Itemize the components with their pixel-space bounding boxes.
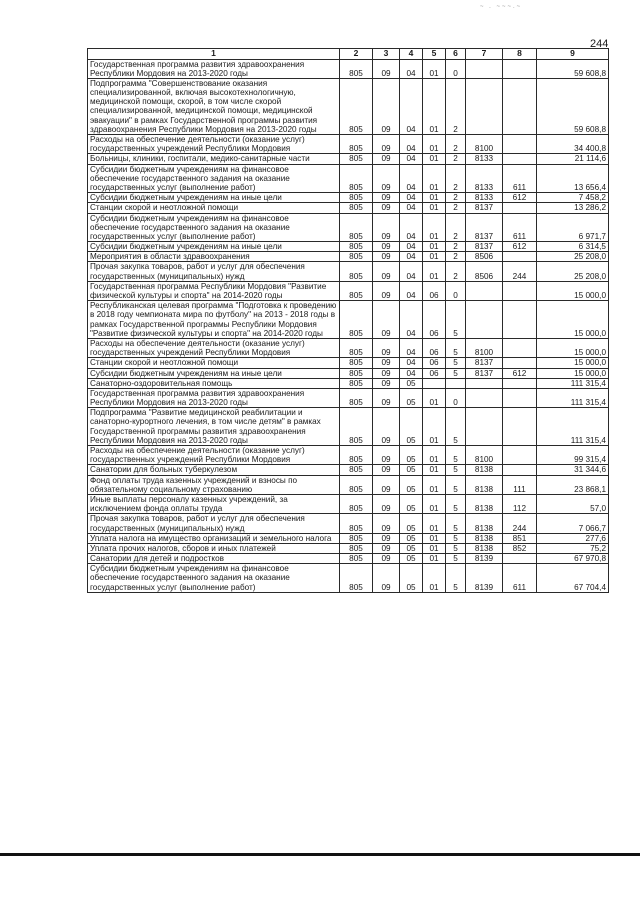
row-expense-type: 852 bbox=[503, 543, 537, 553]
row-subprogram: 5 bbox=[446, 446, 466, 465]
row-amount: 6 971,7 bbox=[537, 213, 609, 242]
row-section: 09 bbox=[373, 78, 400, 134]
row-admin-code: 805 bbox=[340, 242, 373, 252]
row-name: Больницы, клиники, госпитали, медико-санитарные части bbox=[88, 154, 340, 164]
row-section: 09 bbox=[373, 408, 400, 446]
row-section: 09 bbox=[373, 475, 400, 494]
col-header: 7 bbox=[466, 49, 503, 60]
row-name: Расходы на обеспечение деятельности (оказание услуг) государственных учреждений Республики Мордовия bbox=[88, 135, 340, 154]
row-admin-code: 805 bbox=[340, 193, 373, 203]
row-expense-type bbox=[503, 358, 537, 368]
row-amount: 59 608,8 bbox=[537, 59, 609, 78]
row-amount: 111 315,4 bbox=[537, 388, 609, 407]
row-subprogram: 0 bbox=[446, 388, 466, 407]
row-subsection: 05 bbox=[400, 378, 423, 388]
row-name: Расходы на обеспечение деятельности (оказание услуг) государственных учреждений Республики Мордовия bbox=[88, 446, 340, 465]
row-amount: 13 286,2 bbox=[537, 203, 609, 213]
row-subsection: 04 bbox=[400, 368, 423, 378]
table-row bbox=[88, 338, 609, 357]
table-row bbox=[88, 494, 609, 513]
row-subsection: 05 bbox=[400, 388, 423, 407]
row-expense-type: 111 bbox=[503, 475, 537, 494]
row-amount: 111 315,4 bbox=[537, 378, 609, 388]
row-amount: 31 344,6 bbox=[537, 465, 609, 475]
row-subsection: 04 bbox=[400, 203, 423, 213]
row-amount: 67 970,8 bbox=[537, 554, 609, 564]
row-name: Государственная программа Республики Мордовия "Развитие физической культуры и спорта" на 2014-2020 годы bbox=[88, 281, 340, 300]
row-expense-type bbox=[503, 554, 537, 564]
col-header: 2 bbox=[340, 49, 373, 60]
row-section: 09 bbox=[373, 59, 400, 78]
row-program: 01 bbox=[423, 164, 446, 193]
row-expense-type: 851 bbox=[503, 533, 537, 543]
row-target-code: 8138 bbox=[466, 514, 503, 533]
row-expense-type bbox=[503, 135, 537, 154]
row-program: 01 bbox=[423, 242, 446, 252]
col-header: 6 bbox=[446, 49, 466, 60]
row-program: 01 bbox=[423, 554, 446, 564]
row-subprogram: 5 bbox=[446, 358, 466, 368]
row-admin-code: 805 bbox=[340, 475, 373, 494]
row-subprogram: 5 bbox=[446, 301, 466, 339]
row-subprogram: 0 bbox=[446, 59, 466, 78]
row-admin-code: 805 bbox=[340, 378, 373, 388]
row-program: 01 bbox=[423, 154, 446, 164]
row-target-code: 8137 bbox=[466, 368, 503, 378]
table-row bbox=[88, 154, 609, 164]
row-name: Субсидии бюджетным учреждениям на финансовое обеспечение государственного задания на оказание государственных услуг (выполнение работ) bbox=[88, 164, 340, 193]
row-name: Мероприятия в области здравоохранения bbox=[88, 252, 340, 262]
row-section: 09 bbox=[373, 514, 400, 533]
row-subprogram: 5 bbox=[446, 408, 466, 446]
row-expense-type: 611 bbox=[503, 213, 537, 242]
table-row bbox=[88, 514, 609, 533]
row-section: 09 bbox=[373, 242, 400, 252]
row-name: Подпрограмма "Развитие медицинской реабилитации и санаторно-курортного лечения, в том числе детям" в рамках Государственной программы развития здравоохранения Республики Мордовия на 2013-2020 годы bbox=[88, 408, 340, 446]
row-amount: 6 314,5 bbox=[537, 242, 609, 252]
row-section: 09 bbox=[373, 135, 400, 154]
row-subprogram: 5 bbox=[446, 368, 466, 378]
row-program: 01 bbox=[423, 408, 446, 446]
row-expense-type bbox=[503, 154, 537, 164]
row-section: 09 bbox=[373, 564, 400, 593]
table-row bbox=[88, 564, 609, 593]
row-section: 09 bbox=[373, 465, 400, 475]
table-row bbox=[88, 408, 609, 446]
row-target-code: 8138 bbox=[466, 543, 503, 553]
row-subsection: 04 bbox=[400, 338, 423, 357]
row-program bbox=[423, 378, 446, 388]
row-admin-code: 805 bbox=[340, 465, 373, 475]
row-expense-type bbox=[503, 465, 537, 475]
row-program: 06 bbox=[423, 301, 446, 339]
row-target-code: 8100 bbox=[466, 446, 503, 465]
budget-table bbox=[87, 48, 609, 593]
row-target-code: 8506 bbox=[466, 252, 503, 262]
row-program: 06 bbox=[423, 281, 446, 300]
row-target-code: 8137 bbox=[466, 213, 503, 242]
row-name: Государственная программа развития здравоохранения Республики Мордовия на 2013-2020 годы bbox=[88, 388, 340, 407]
row-subsection: 04 bbox=[400, 135, 423, 154]
row-admin-code: 805 bbox=[340, 408, 373, 446]
row-expense-type bbox=[503, 252, 537, 262]
table-row bbox=[88, 213, 609, 242]
row-section: 09 bbox=[373, 533, 400, 543]
table-row bbox=[88, 543, 609, 553]
row-subsection: 04 bbox=[400, 301, 423, 339]
row-expense-type bbox=[503, 338, 537, 357]
row-amount: 75,2 bbox=[537, 543, 609, 553]
row-section: 09 bbox=[373, 358, 400, 368]
scan-marks: ~ . ~~~.~ bbox=[480, 4, 523, 10]
row-section: 09 bbox=[373, 252, 400, 262]
col-header: 1 bbox=[88, 49, 340, 60]
row-program: 01 bbox=[423, 446, 446, 465]
row-name: Уплата налога на имущество организаций и земельного налога bbox=[88, 533, 340, 543]
row-amount: 67 704,4 bbox=[537, 564, 609, 593]
row-name: Санаторно-оздоровительная помощь bbox=[88, 378, 340, 388]
row-expense-type bbox=[503, 78, 537, 134]
row-admin-code: 805 bbox=[340, 213, 373, 242]
row-target-code bbox=[466, 378, 503, 388]
row-program: 01 bbox=[423, 252, 446, 262]
row-expense-type: 244 bbox=[503, 262, 537, 281]
row-name: Санатории для детей и подростков bbox=[88, 554, 340, 564]
table-row bbox=[88, 78, 609, 134]
row-amount: 15 000,0 bbox=[537, 358, 609, 368]
row-target-code: 8138 bbox=[466, 475, 503, 494]
row-name: Подпрограмма "Совершенствование оказания специализированной, включая высокотехнологичную, медицинской помощи, скорой, в том числе скорой специализированной, медицинской помощи, медицинской эвакуации" в рамках Государственной программы развития здравоохранения Республики Мордовия на 2013-2020 годы bbox=[88, 78, 340, 134]
row-program: 01 bbox=[423, 78, 446, 134]
row-name: Субсидии бюджетным учреждениям на иные цели bbox=[88, 368, 340, 378]
row-name: Фонд оплаты труда казенных учреждений и взносы по обязательному социальному страхованию bbox=[88, 475, 340, 494]
row-expense-type: 611 bbox=[503, 164, 537, 193]
row-target-code: 8100 bbox=[466, 338, 503, 357]
row-name: Уплата прочих налогов, сборов и иных платежей bbox=[88, 543, 340, 553]
row-subprogram: 2 bbox=[446, 252, 466, 262]
row-expense-type: 112 bbox=[503, 494, 537, 513]
row-name: Субсидии бюджетным учреждениям на иные цели bbox=[88, 242, 340, 252]
table-row bbox=[88, 358, 609, 368]
row-target-code: 8100 bbox=[466, 135, 503, 154]
row-admin-code: 805 bbox=[340, 446, 373, 465]
table-row bbox=[88, 378, 609, 388]
row-amount: 15 000,0 bbox=[537, 281, 609, 300]
row-expense-type: 612 bbox=[503, 242, 537, 252]
row-subsection: 04 bbox=[400, 213, 423, 242]
row-subsection: 04 bbox=[400, 154, 423, 164]
row-amount: 277,6 bbox=[537, 533, 609, 543]
row-expense-type: 611 bbox=[503, 564, 537, 593]
row-name: Государственная программа развития здравоохранения Республики Мордовия на 2013-2020 годы bbox=[88, 59, 340, 78]
row-program: 01 bbox=[423, 262, 446, 281]
row-admin-code: 805 bbox=[340, 368, 373, 378]
row-program: 06 bbox=[423, 358, 446, 368]
row-expense-type bbox=[503, 59, 537, 78]
row-target-code: 8137 bbox=[466, 203, 503, 213]
table-row bbox=[88, 465, 609, 475]
col-header: 5 bbox=[423, 49, 446, 60]
row-target-code bbox=[466, 59, 503, 78]
row-expense-type bbox=[503, 408, 537, 446]
row-program: 01 bbox=[423, 213, 446, 242]
row-subsection: 04 bbox=[400, 242, 423, 252]
col-header: 8 bbox=[503, 49, 537, 60]
row-subprogram: 2 bbox=[446, 203, 466, 213]
table-row bbox=[88, 554, 609, 564]
row-target-code bbox=[466, 408, 503, 446]
row-name: Субсидии бюджетным учреждениям на иные цели bbox=[88, 193, 340, 203]
row-admin-code: 805 bbox=[340, 252, 373, 262]
row-expense-type bbox=[503, 203, 537, 213]
table-row bbox=[88, 242, 609, 252]
row-subsection: 05 bbox=[400, 514, 423, 533]
row-section: 09 bbox=[373, 213, 400, 242]
row-subprogram: 5 bbox=[446, 554, 466, 564]
table-row bbox=[88, 135, 609, 154]
row-admin-code: 805 bbox=[340, 78, 373, 134]
row-subsection: 05 bbox=[400, 533, 423, 543]
row-amount: 34 400,8 bbox=[537, 135, 609, 154]
row-program: 01 bbox=[423, 193, 446, 203]
row-subprogram: 2 bbox=[446, 193, 466, 203]
row-program: 01 bbox=[423, 135, 446, 154]
row-subsection: 05 bbox=[400, 543, 423, 553]
row-target-code: 8133 bbox=[466, 164, 503, 193]
row-program: 01 bbox=[423, 533, 446, 543]
row-name: Расходы на обеспечение деятельности (оказание услуг) государственных учреждений Республики Мордовия bbox=[88, 338, 340, 357]
table-row bbox=[88, 252, 609, 262]
row-subprogram bbox=[446, 378, 466, 388]
row-amount: 7 458,2 bbox=[537, 193, 609, 203]
table-row bbox=[88, 281, 609, 300]
row-subprogram: 2 bbox=[446, 154, 466, 164]
table-row bbox=[88, 203, 609, 213]
row-section: 09 bbox=[373, 554, 400, 564]
row-name: Станции скорой и неотложной помощи bbox=[88, 203, 340, 213]
row-target-code: 8139 bbox=[466, 554, 503, 564]
row-subprogram: 5 bbox=[446, 475, 466, 494]
row-subprogram: 2 bbox=[446, 78, 466, 134]
bottom-rule bbox=[0, 853, 640, 856]
row-name: Станции скорой и неотложной помощи bbox=[88, 358, 340, 368]
row-amount: 13 656,4 bbox=[537, 164, 609, 193]
header-row bbox=[88, 49, 609, 60]
row-admin-code: 805 bbox=[340, 543, 373, 553]
row-admin-code: 805 bbox=[340, 203, 373, 213]
row-subprogram: 2 bbox=[446, 164, 466, 193]
row-name: Санатории для больных туберкулезом bbox=[88, 465, 340, 475]
row-admin-code: 805 bbox=[340, 564, 373, 593]
col-header: 4 bbox=[400, 49, 423, 60]
row-program: 01 bbox=[423, 59, 446, 78]
row-subprogram: 2 bbox=[446, 242, 466, 252]
row-subprogram: 2 bbox=[446, 213, 466, 242]
row-subprogram: 5 bbox=[446, 514, 466, 533]
row-program: 06 bbox=[423, 368, 446, 378]
row-section: 09 bbox=[373, 281, 400, 300]
row-program: 01 bbox=[423, 564, 446, 593]
col-header: 9 bbox=[537, 49, 609, 60]
row-target-code bbox=[466, 78, 503, 134]
row-section: 09 bbox=[373, 378, 400, 388]
row-admin-code: 805 bbox=[340, 59, 373, 78]
row-name: Республиканская целевая программа "Подготовка к проведению в 2018 году чемпионата мира по футболу" на 2013 - 2018 годы в рамках Государственной программы Республики Мордовия "Развитие физической культуры и спорта" на 2014-2020 годы bbox=[88, 301, 340, 339]
table-row bbox=[88, 193, 609, 203]
table-row bbox=[88, 446, 609, 465]
table-row bbox=[88, 533, 609, 543]
row-admin-code: 805 bbox=[340, 281, 373, 300]
row-subsection: 04 bbox=[400, 59, 423, 78]
row-subprogram: 5 bbox=[446, 465, 466, 475]
row-program: 01 bbox=[423, 203, 446, 213]
row-amount: 15 000,0 bbox=[537, 368, 609, 378]
row-subprogram: 5 bbox=[446, 338, 466, 357]
row-section: 09 bbox=[373, 154, 400, 164]
row-target-code: 8138 bbox=[466, 533, 503, 543]
page-number: 244 bbox=[590, 38, 609, 50]
row-subsection: 05 bbox=[400, 494, 423, 513]
row-section: 09 bbox=[373, 262, 400, 281]
row-program: 01 bbox=[423, 514, 446, 533]
table-row bbox=[88, 59, 609, 78]
table-row bbox=[88, 301, 609, 339]
row-amount: 111 315,4 bbox=[537, 408, 609, 446]
row-amount: 21 114,6 bbox=[537, 154, 609, 164]
row-program: 01 bbox=[423, 543, 446, 553]
row-amount: 25 208,0 bbox=[537, 252, 609, 262]
row-subsection: 04 bbox=[400, 281, 423, 300]
row-admin-code: 805 bbox=[340, 533, 373, 543]
row-expense-type bbox=[503, 446, 537, 465]
row-section: 09 bbox=[373, 446, 400, 465]
row-admin-code: 805 bbox=[340, 358, 373, 368]
row-section: 09 bbox=[373, 494, 400, 513]
row-admin-code: 805 bbox=[340, 262, 373, 281]
row-subprogram: 5 bbox=[446, 543, 466, 553]
row-section: 09 bbox=[373, 543, 400, 553]
row-expense-type bbox=[503, 301, 537, 339]
row-amount: 99 315,4 bbox=[537, 446, 609, 465]
row-program: 01 bbox=[423, 494, 446, 513]
row-target-code: 8139 bbox=[466, 564, 503, 593]
row-amount: 15 000,0 bbox=[537, 301, 609, 339]
row-subsection: 04 bbox=[400, 252, 423, 262]
row-name: Субсидии бюджетным учреждениям на финансовое обеспечение государственного задания на оказание государственных услуг (выполнение работ) bbox=[88, 564, 340, 593]
row-subprogram: 2 bbox=[446, 262, 466, 281]
row-expense-type bbox=[503, 378, 537, 388]
row-amount: 15 000,0 bbox=[537, 338, 609, 357]
row-admin-code: 805 bbox=[340, 135, 373, 154]
row-subsection: 04 bbox=[400, 78, 423, 134]
row-subsection: 05 bbox=[400, 475, 423, 494]
row-name: Прочая закупка товаров, работ и услуг для обеспечения государственных (муниципальных) нужд bbox=[88, 262, 340, 281]
row-subsection: 04 bbox=[400, 193, 423, 203]
row-admin-code: 805 bbox=[340, 301, 373, 339]
row-amount: 25 208,0 bbox=[537, 262, 609, 281]
row-amount: 7 066,7 bbox=[537, 514, 609, 533]
row-admin-code: 805 bbox=[340, 164, 373, 193]
row-subsection: 04 bbox=[400, 262, 423, 281]
col-header: 3 bbox=[373, 49, 400, 60]
table-row bbox=[88, 262, 609, 281]
row-target-code: 8138 bbox=[466, 494, 503, 513]
row-target-code: 8137 bbox=[466, 358, 503, 368]
row-section: 09 bbox=[373, 388, 400, 407]
row-subprogram: 5 bbox=[446, 564, 466, 593]
row-section: 09 bbox=[373, 164, 400, 193]
row-section: 09 bbox=[373, 193, 400, 203]
row-subprogram: 5 bbox=[446, 494, 466, 513]
row-target-code: 8138 bbox=[466, 465, 503, 475]
row-program: 06 bbox=[423, 338, 446, 357]
row-subsection: 05 bbox=[400, 564, 423, 593]
table-row bbox=[88, 475, 609, 494]
row-subprogram: 2 bbox=[446, 135, 466, 154]
row-target-code: 8506 bbox=[466, 262, 503, 281]
row-admin-code: 805 bbox=[340, 338, 373, 357]
row-admin-code: 805 bbox=[340, 388, 373, 407]
table-row bbox=[88, 164, 609, 193]
row-expense-type bbox=[503, 388, 537, 407]
row-section: 09 bbox=[373, 203, 400, 213]
row-admin-code: 805 bbox=[340, 514, 373, 533]
row-target-code bbox=[466, 388, 503, 407]
row-expense-type: 244 bbox=[503, 514, 537, 533]
row-subsection: 05 bbox=[400, 465, 423, 475]
row-name: Субсидии бюджетным учреждениям на финансовое обеспечение государственного задания на оказание государственных услуг (выполнение работ) bbox=[88, 213, 340, 242]
row-expense-type: 612 bbox=[503, 193, 537, 203]
row-target-code: 8133 bbox=[466, 154, 503, 164]
row-amount: 59 608,8 bbox=[537, 78, 609, 134]
row-subprogram: 5 bbox=[446, 533, 466, 543]
row-subsection: 05 bbox=[400, 554, 423, 564]
row-name: Прочая закупка товаров, работ и услуг для обеспечения государственных (муниципальных) нужд bbox=[88, 514, 340, 533]
row-program: 01 bbox=[423, 388, 446, 407]
row-target-code: 8137 bbox=[466, 242, 503, 252]
row-amount: 23 868,1 bbox=[537, 475, 609, 494]
row-section: 09 bbox=[373, 301, 400, 339]
row-program: 01 bbox=[423, 465, 446, 475]
row-expense-type: 612 bbox=[503, 368, 537, 378]
row-section: 09 bbox=[373, 338, 400, 357]
row-admin-code: 805 bbox=[340, 554, 373, 564]
row-section: 09 bbox=[373, 368, 400, 378]
row-target-code bbox=[466, 301, 503, 339]
table-row bbox=[88, 388, 609, 407]
row-program: 01 bbox=[423, 475, 446, 494]
row-admin-code: 805 bbox=[340, 154, 373, 164]
row-expense-type bbox=[503, 281, 537, 300]
row-target-code: 8133 bbox=[466, 193, 503, 203]
row-subsection: 04 bbox=[400, 164, 423, 193]
row-admin-code: 805 bbox=[340, 494, 373, 513]
row-amount: 57,0 bbox=[537, 494, 609, 513]
row-name: Иные выплаты персоналу казенных учреждений, за исключением фонда оплаты труда bbox=[88, 494, 340, 513]
table-row bbox=[88, 368, 609, 378]
row-target-code bbox=[466, 281, 503, 300]
row-subsection: 04 bbox=[400, 358, 423, 368]
row-subprogram: 0 bbox=[446, 281, 466, 300]
row-subsection: 05 bbox=[400, 446, 423, 465]
row-subsection: 05 bbox=[400, 408, 423, 446]
